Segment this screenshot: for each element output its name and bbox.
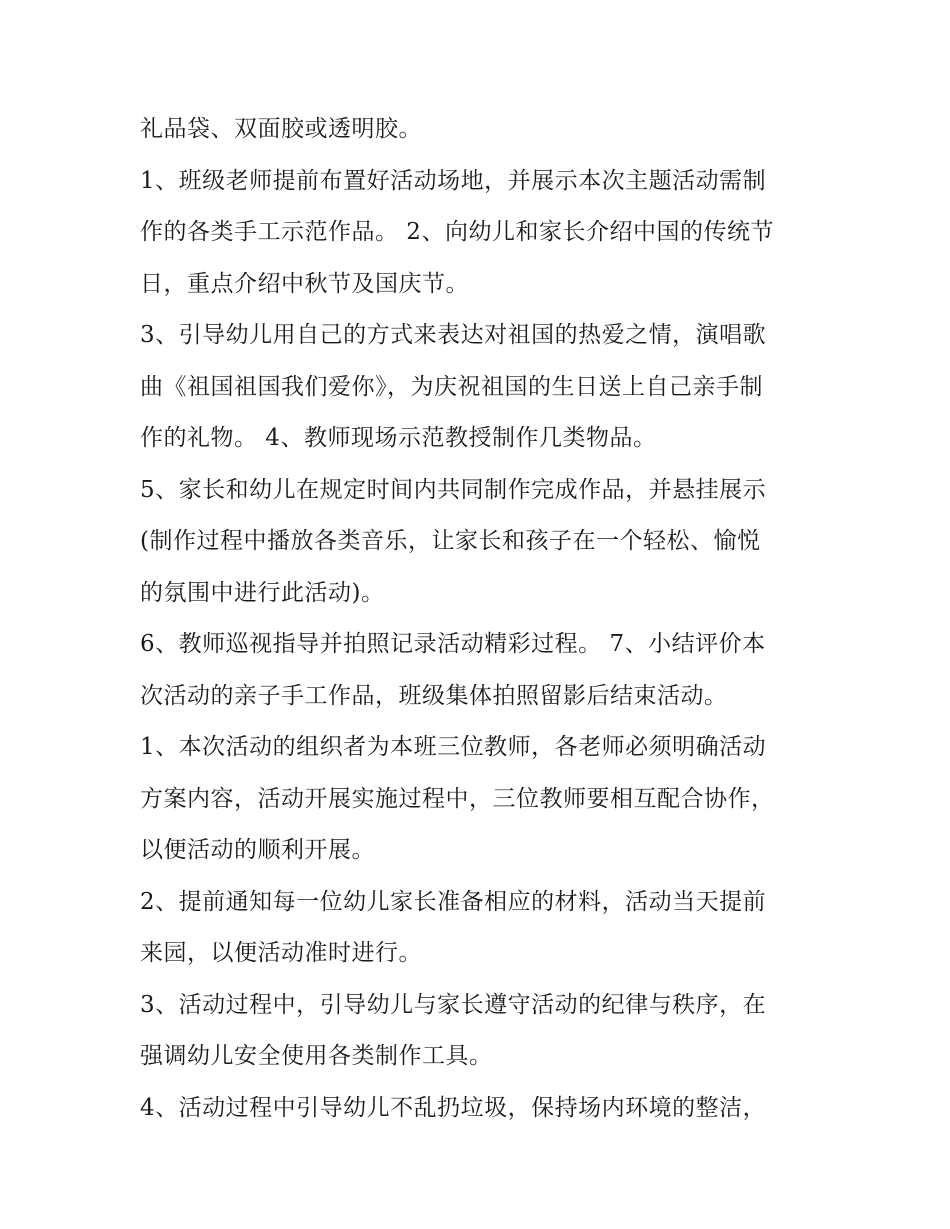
text-line: 3、引导幼儿用自己的方式来表达对祖国的热爱之情，演唱歌: [140, 322, 767, 348]
text-line: 6、教师巡视指导并拍照记录活动精彩过程。 7、小结评价本: [140, 631, 766, 657]
text-line: 的氛围中进行此活动)。: [140, 579, 385, 606]
text-line: 1、班级老师提前布置好活动场地，并展示本次主题活动需制: [140, 167, 767, 194]
text-line: 作的礼物。 4、教师现场示范教授制作几类物品。: [140, 425, 657, 451]
text-line: 3、活动过程中，引导幼儿与家长遵守活动的纪律与秩序，在: [140, 991, 767, 1018]
text-line: 日，重点介绍中秋节及国庆节。: [140, 270, 469, 297]
text-line: 5、家长和幼儿在规定时间内共同制作完成作品，并悬挂展示: [140, 476, 767, 503]
text-line: 强调幼儿安全使用各类制作工具。: [140, 1043, 493, 1069]
text-line: 来园，以便活动准时进行。: [140, 940, 422, 966]
text-line: 曲《祖国祖国我们爱你》，为庆祝祖国的生日送上自己亲手制: [140, 373, 763, 400]
text-line: 以便活动的顺利开展。: [140, 837, 375, 863]
text-line: 方案内容，活动开展实施过程中，三位教师要相互配合协作，: [140, 785, 775, 812]
text-line: 1、本次活动的组织者为本班三位教师，各老师必须明确活动: [140, 734, 767, 760]
text-line: 礼品袋、双面胶或透明胶。: [140, 116, 422, 142]
text-line: (制作过程中播放各类音乐，让家长和孩子在一个轻松、愉悦: [140, 528, 761, 554]
text-line: 作的各类手工示范作品。 2、向幼儿和家长介绍中国的传统节: [140, 219, 774, 245]
text-line: 次活动的亲子手工作品，班级集体拍照留影后结束活动。: [140, 682, 728, 709]
text-line: 2、提前通知每一位幼儿家长准备相应的材料，活动当天提前: [140, 888, 767, 915]
document-body: [140, 104, 830, 1134]
text-line: 4、活动过程中引导幼儿不乱扔垃圾，保持场内环境的整洁，: [140, 1094, 767, 1121]
